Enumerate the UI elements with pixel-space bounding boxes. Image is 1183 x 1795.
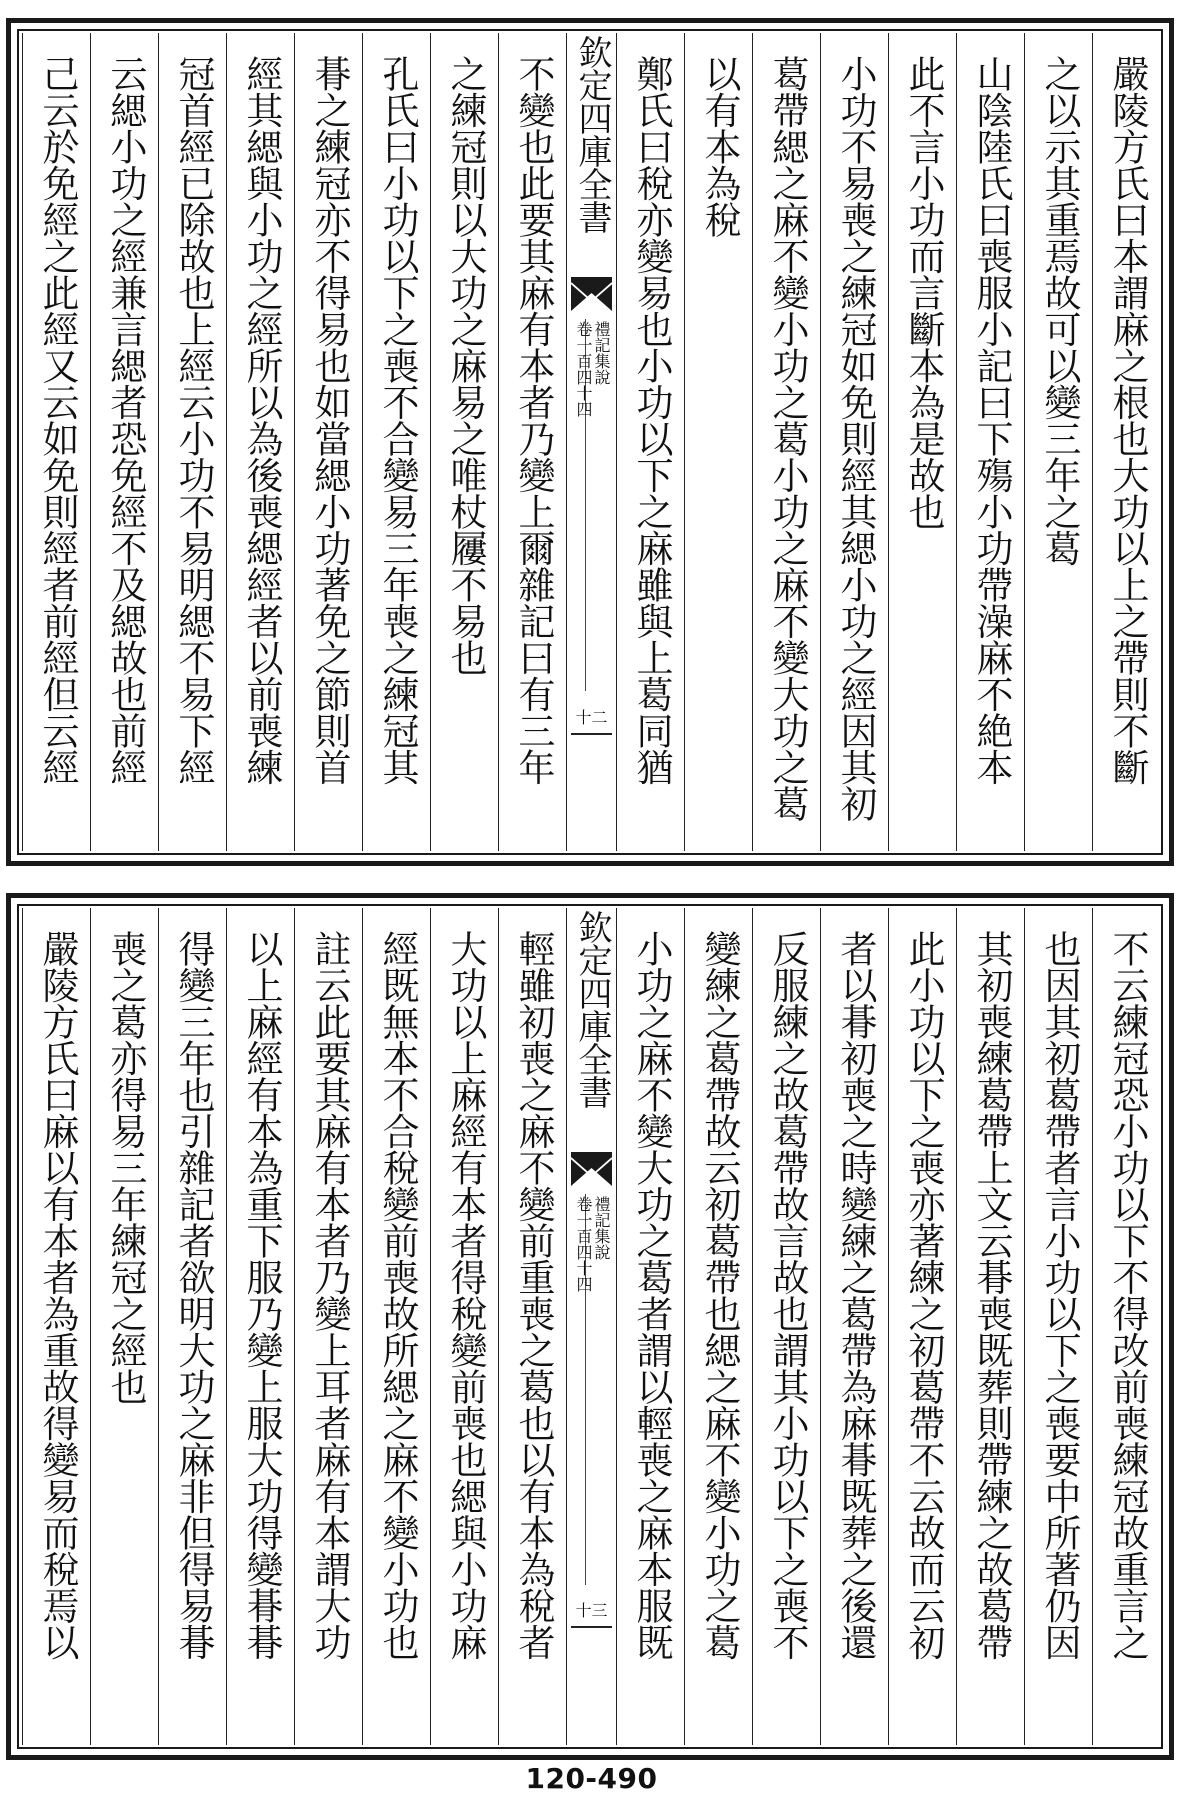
leaf-number: 十三	[575, 1601, 608, 1620]
book-subtitle: 禮記集說	[592, 321, 611, 385]
center-fold	[566, 908, 616, 1745]
text-column: 鄭氏曰稅亦變易也小功以下之麻雖與上葛同猶	[616, 33, 684, 851]
text-column: 不變也此要其麻有本者乃變上爾雜記曰有三年	[498, 33, 566, 851]
bottom-page	[6, 893, 1174, 1760]
text-column: 以有本為稅	[684, 33, 752, 851]
top-text-area	[20, 33, 1160, 851]
text-column: 朞之練冠亦不得易也如當緦小功著免之節則首	[294, 33, 362, 851]
text-column: 經其緦與小功之經所以為後喪緦經者以前喪練	[226, 33, 294, 851]
fish-tail-mark-icon	[571, 277, 612, 311]
bottom-text-area	[20, 908, 1160, 1745]
text-column: 山陰陸氏曰喪服小記曰下殤小功帶澡麻不絶本	[956, 33, 1024, 851]
fish-tail-mark-icon	[571, 1152, 612, 1186]
text-column: 喪之葛亦得易三年練冠之經也	[90, 908, 158, 1745]
text-column: 小功不易喪之練冠如免則經其緦小功之經因其初	[820, 33, 888, 851]
text-column: 其初喪練葛帶上文云朞喪既葬則帶練之故葛帶	[956, 908, 1024, 1745]
text-column: 嚴陵方氏曰本謂麻之根也大功以上之帶則不斷	[1092, 33, 1160, 851]
book-subtitle: 禮記集說	[592, 1196, 611, 1260]
text-column: 經既無本不合稅變前喪故所緦之麻不變小功也	[362, 908, 430, 1745]
volume-number: 卷一百四十四	[574, 321, 593, 417]
text-column: 者以朞初喪之時變練之葛帶為麻朞既葬之後還	[820, 908, 888, 1745]
text-column: 反服練之故葛帶故言故也謂其小功以下之喪不	[752, 908, 820, 1745]
text-column: 此小功以下之喪亦著練之初葛帶不云故而云初	[888, 908, 956, 1745]
text-column: 註云此要其麻有本者乃變上耳者麻有本謂大功	[294, 908, 362, 1745]
leaf-number: 十二	[575, 708, 608, 727]
text-column: 大功以上麻經有本者得稅變前喪也緦與小功麻	[430, 908, 498, 1745]
center-fold	[566, 33, 616, 851]
text-column: 也因其初葛帶者言小功以下之喪要中所著仍因	[1024, 908, 1092, 1745]
text-column: 葛帶緦之麻不變小功之葛小功之麻不變大功之葛	[752, 33, 820, 851]
book-title: 欽定四庫全書	[572, 910, 612, 1108]
text-column: 變練之葛帶故云初葛帶也緦之麻不變小功之葛	[684, 908, 752, 1745]
text-column: 輕雖初喪之麻不變前重喪之葛也以有本為稅者	[498, 908, 566, 1745]
book-title: 欽定四庫全書	[572, 35, 612, 233]
volume-number: 卷一百四十四	[574, 1196, 593, 1292]
top-page	[6, 18, 1174, 866]
text-column: 得變三年也引雜記者欲明大功之麻非但得易朞	[158, 908, 226, 1745]
text-column: 孔氏曰小功以下之喪不合變易三年喪之練冠其	[362, 33, 430, 851]
text-column: 此不言小功而言斷本為是故也	[888, 33, 956, 851]
text-column: 嚴陵方氏曰麻以有本者為重故得變易而稅焉以	[22, 908, 90, 1745]
page-footer-number: 120-490	[525, 1762, 658, 1795]
text-column: 己云於免經之此經又云如免則經者前經但云經	[22, 33, 90, 851]
text-column: 不云練冠恐小功以下不得改前喪練冠故重言之	[1092, 908, 1160, 1745]
text-column: 之練冠則以大功之麻易之唯杖屨不易也	[430, 33, 498, 851]
text-column: 云緦小功之經兼言緦者恐免經不及緦故也前經	[90, 33, 158, 851]
text-column: 以上麻經有本為重下服乃變上服大功得變朞朞	[226, 908, 294, 1745]
text-column: 小功之麻不變大功之葛者謂以輕喪之麻本服既	[616, 908, 684, 1745]
text-column: 冠首經已除故也上經云小功不易明緦不易下經	[158, 33, 226, 851]
text-column: 之以示其重焉故可以變三年之葛	[1024, 33, 1092, 851]
